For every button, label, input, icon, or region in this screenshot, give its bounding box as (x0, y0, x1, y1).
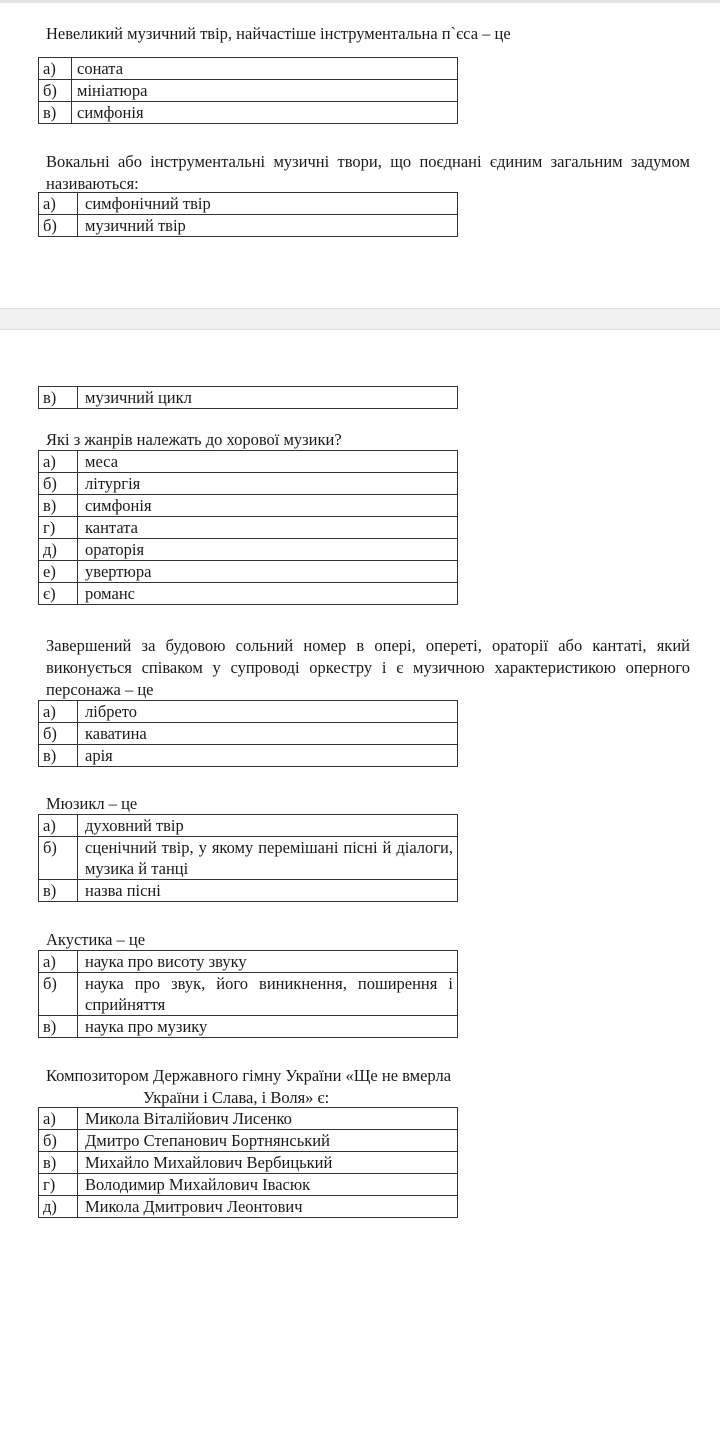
option-label: в) (39, 495, 78, 517)
option-text: наука про музику (78, 1016, 458, 1038)
option-text: ораторія (78, 539, 458, 561)
option-text: Микола Віталійович Лисенко (78, 1108, 458, 1130)
page-break (0, 308, 720, 330)
option-row (39, 80, 458, 102)
option-text: меса (78, 451, 458, 473)
question-2: Вокальні або інструментальні музичні твори, що поєднані єдиним загальним задумом називаються: (46, 152, 690, 193)
option-label: б) (39, 723, 78, 745)
option-row (39, 387, 458, 409)
option-text: мініатюра (72, 80, 458, 102)
option-row (39, 517, 458, 539)
options-table-6 (38, 950, 458, 1038)
top-edge (0, 0, 720, 3)
option-label: в) (39, 1016, 78, 1038)
question-7 (46, 1065, 690, 1109)
option-label: б) (39, 80, 72, 102)
option-label: б) (39, 473, 78, 495)
option-row (39, 1152, 458, 1174)
option-row (39, 1196, 458, 1218)
option-row (39, 539, 458, 561)
option-text: сценічний твір, у якому перемішані пісні й діалоги, музика й танці (78, 837, 458, 880)
option-label: а) (39, 701, 78, 723)
option-text: Михайло Михайлович Вербицький (78, 1152, 458, 1174)
option-label: в) (39, 387, 78, 409)
option-label: б) (39, 1130, 78, 1152)
option-row (39, 973, 458, 1016)
option-row (39, 1174, 458, 1196)
options-table-7 (38, 1107, 458, 1218)
options-table-3 (38, 450, 458, 605)
option-label: а) (39, 951, 78, 973)
option-label: б) (39, 973, 78, 1016)
option-text: наука про звук, його виникнення, поширення і сприйняття (78, 973, 458, 1016)
option-text: духовний твір (78, 815, 458, 837)
option-row (39, 723, 458, 745)
options-table-1 (38, 57, 458, 124)
option-text: Дмитро Степанович Бортнянський (78, 1130, 458, 1152)
option-row (39, 451, 458, 473)
option-label: в) (39, 1152, 78, 1174)
option-text: Микола Дмитрович Леонтович (78, 1196, 458, 1218)
question-6: Акустика – це (46, 930, 146, 949)
option-text: кантата (78, 517, 458, 539)
option-text: Володимир Михайлович Івасюк (78, 1174, 458, 1196)
option-text: музичний твір (78, 215, 458, 237)
options-table-2 (38, 192, 458, 237)
question-7-line-1: Композитором Державного гімну України «Ще не вмерла (46, 1066, 452, 1085)
option-label: а) (39, 193, 78, 215)
option-row (39, 215, 458, 237)
option-row (39, 815, 458, 837)
option-label: в) (39, 102, 72, 124)
option-label: б) (39, 837, 78, 880)
option-label: в) (39, 880, 78, 902)
option-row (39, 745, 458, 767)
option-row (39, 1108, 458, 1130)
option-label: а) (39, 1108, 78, 1130)
option-label: г) (39, 1174, 78, 1196)
option-label: б) (39, 215, 78, 237)
option-text: арія (78, 745, 458, 767)
options-table-4 (38, 700, 458, 767)
option-text: соната (72, 58, 458, 80)
option-row (39, 473, 458, 495)
option-label: є) (39, 583, 78, 605)
question-5: Мюзикл – це (46, 794, 138, 813)
option-label: г) (39, 517, 78, 539)
option-row (39, 1016, 458, 1038)
option-text: каватина (78, 723, 458, 745)
option-row (39, 583, 458, 605)
option-row (39, 193, 458, 215)
option-text: музичний цикл (78, 387, 458, 409)
question-3: Які з жанрів належать до хорової музики? (46, 430, 342, 449)
option-row (39, 837, 458, 880)
option-text: увертюра (78, 561, 458, 583)
option-text: симфонія (72, 102, 458, 124)
option-label: а) (39, 58, 72, 80)
option-row (39, 58, 458, 80)
option-label: д) (39, 539, 78, 561)
option-row (39, 102, 458, 124)
option-row (39, 951, 458, 973)
option-label: а) (39, 815, 78, 837)
options-table-2-continued (38, 386, 458, 409)
option-label: в) (39, 745, 78, 767)
question-1: Невеликий музичний твір, найчастіше інструментальна п`єса – це (46, 24, 511, 43)
option-label: е) (39, 561, 78, 583)
option-text: романс (78, 583, 458, 605)
option-text: симфонія (78, 495, 458, 517)
option-label: д) (39, 1196, 78, 1218)
option-row (39, 880, 458, 902)
option-label: а) (39, 451, 78, 473)
option-text: лібрето (78, 701, 458, 723)
option-text: симфонічний твір (78, 193, 458, 215)
option-row (39, 561, 458, 583)
options-table-5 (38, 814, 458, 902)
option-text: наука про висоту звуку (78, 951, 458, 973)
question-7-line-2: України і Слава, і Воля» є: (143, 1088, 330, 1107)
option-text: літургія (78, 473, 458, 495)
option-text: назва пісні (78, 880, 458, 902)
option-row (39, 495, 458, 517)
option-row (39, 701, 458, 723)
question-4: Завершений за будовою сольний номер в опері, опереті, ораторії або кантаті, який виконується співаком у супроводі оркестру і є музичною характеристикою оперного персонажа – це (46, 636, 690, 699)
option-row (39, 1130, 458, 1152)
